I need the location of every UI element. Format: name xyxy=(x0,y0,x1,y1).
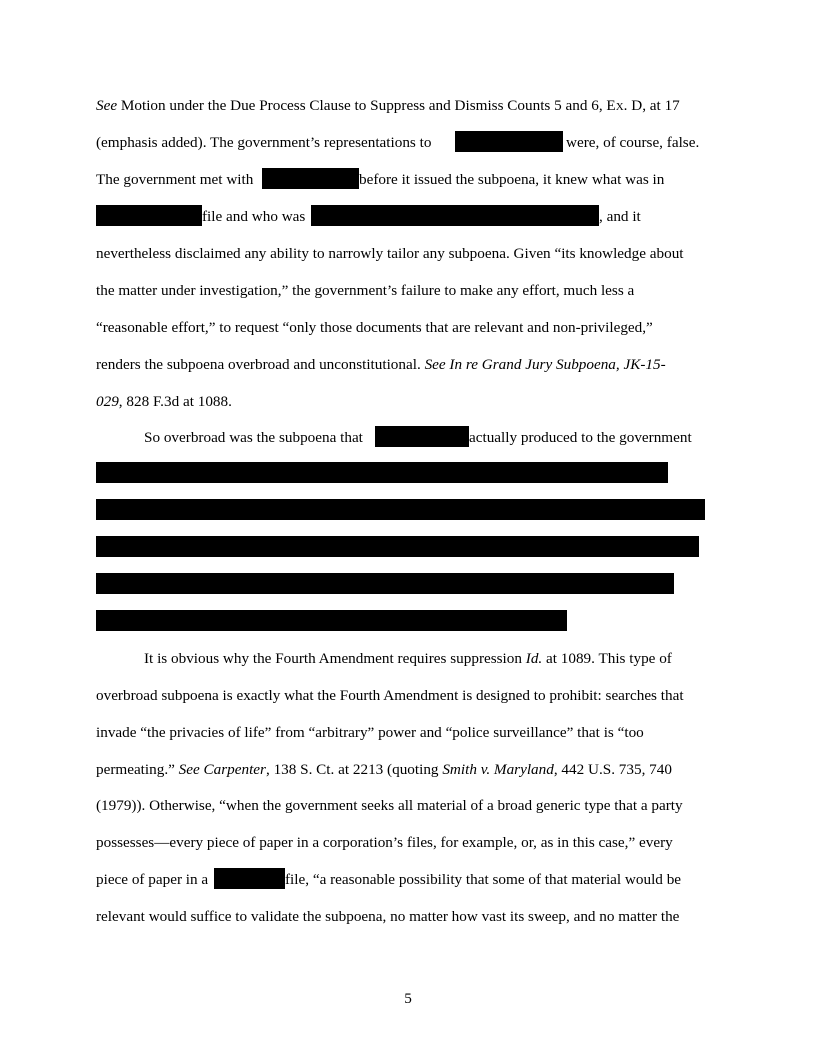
line-text: before it issued the subpoena, it knew what was in xyxy=(359,171,665,188)
signal-see: See xyxy=(96,97,118,114)
line-text: , 138 S. Ct. at 2213 (quoting xyxy=(265,761,443,778)
line-text: relevant would suffice to validate the subpoena, no matter how vast its sweep, and no matter the xyxy=(96,908,680,925)
line-text: permeating.” xyxy=(96,761,179,778)
redaction-block xyxy=(96,205,202,226)
redaction-block xyxy=(375,426,469,447)
redaction-block xyxy=(96,573,674,594)
text-line xyxy=(96,244,684,264)
redaction-block xyxy=(214,868,285,889)
line-text: , 442 U.S. 735, 740 xyxy=(553,761,672,778)
line-text: . D, at 17 xyxy=(623,97,680,114)
case-citation: Id. xyxy=(525,650,543,667)
text-line xyxy=(96,133,431,153)
text-line xyxy=(96,723,644,743)
line-text: So overbroad was the subpoena that xyxy=(144,429,363,446)
text-line xyxy=(96,281,634,301)
text-line xyxy=(599,207,641,227)
redaction-block xyxy=(96,499,705,520)
case-citation: 029 xyxy=(96,393,119,410)
line-text: at 1089. This type of xyxy=(542,650,672,667)
text-line xyxy=(96,392,232,412)
line-text: renders the subpoena overbroad and unconstitutional. xyxy=(96,356,425,373)
text-line xyxy=(96,170,253,190)
line-text: , 828 F.3d at 1088. xyxy=(118,393,232,410)
line-text: the matter under investigation,” the government’s failure to make any effort, much less a xyxy=(96,282,635,299)
line-text: were, of course, false. xyxy=(566,134,700,151)
line-text: x xyxy=(615,97,624,114)
redaction-block xyxy=(96,462,668,483)
line-text: file and who was xyxy=(202,208,306,225)
case-citation: See Carpenter xyxy=(178,761,266,778)
line-text: (emphasis added). The government’s representations to xyxy=(96,134,432,151)
redaction-block xyxy=(262,168,359,189)
text-line xyxy=(96,318,653,338)
text-line xyxy=(566,133,699,153)
line-text: piece of paper in a xyxy=(96,871,209,888)
line-text: overbroad subpoena is exactly what the Fourth Amendment is designed to prohibit: searches that xyxy=(96,687,684,704)
redaction-block xyxy=(96,610,567,631)
text-line xyxy=(96,96,680,116)
line-text: nevertheless disclaimed any ability to narrowly tailor any subpoena. Given “its knowledge about xyxy=(96,245,684,262)
text-line xyxy=(96,870,208,890)
case-citation: Smith v. Maryland xyxy=(442,761,554,778)
redaction-block xyxy=(96,536,699,557)
text-line xyxy=(96,907,679,927)
text-line xyxy=(144,428,363,448)
line-text: “reasonable effort,” to request “only those documents that are relevant and non-privileged,” xyxy=(96,319,653,336)
text-line xyxy=(96,686,684,706)
line-text: It is obvious why the Fourth Amendment requires suppression xyxy=(144,650,526,667)
text-line xyxy=(96,760,672,780)
text-line xyxy=(144,649,672,669)
text-line xyxy=(96,833,673,853)
line-text: (1979)). Otherwise, “when the government seeks all material of a broad generic type that a party xyxy=(96,797,683,814)
text-line xyxy=(285,870,681,890)
line-text: possesses—every piece of paper in a corporation’s files, for example, or, as in this case,” every xyxy=(96,834,673,851)
line-text: actually produced to the government xyxy=(469,429,692,446)
redaction-block xyxy=(311,205,599,226)
line-text: Motion under the Due Process Clause to Suppress and Dismiss Counts 5 and 6, E xyxy=(117,97,616,114)
text-line xyxy=(96,796,683,816)
line-text: file, “a reasonable possibility that some of that material would be xyxy=(285,871,682,888)
redaction-block xyxy=(455,131,563,152)
line-text: , and it xyxy=(599,208,641,225)
text-line xyxy=(202,207,305,227)
line-text: invade “the privacies of life” from “arbitrary” power and “police surveillance” that is “too xyxy=(96,724,644,741)
text-line xyxy=(96,355,666,375)
text-line xyxy=(359,170,664,190)
page-number: 5 xyxy=(404,990,412,1007)
case-citation: See In re Grand Jury Subpoena, JK-15- xyxy=(424,356,666,373)
text-line xyxy=(469,428,692,448)
line-text: The government met with xyxy=(96,171,254,188)
